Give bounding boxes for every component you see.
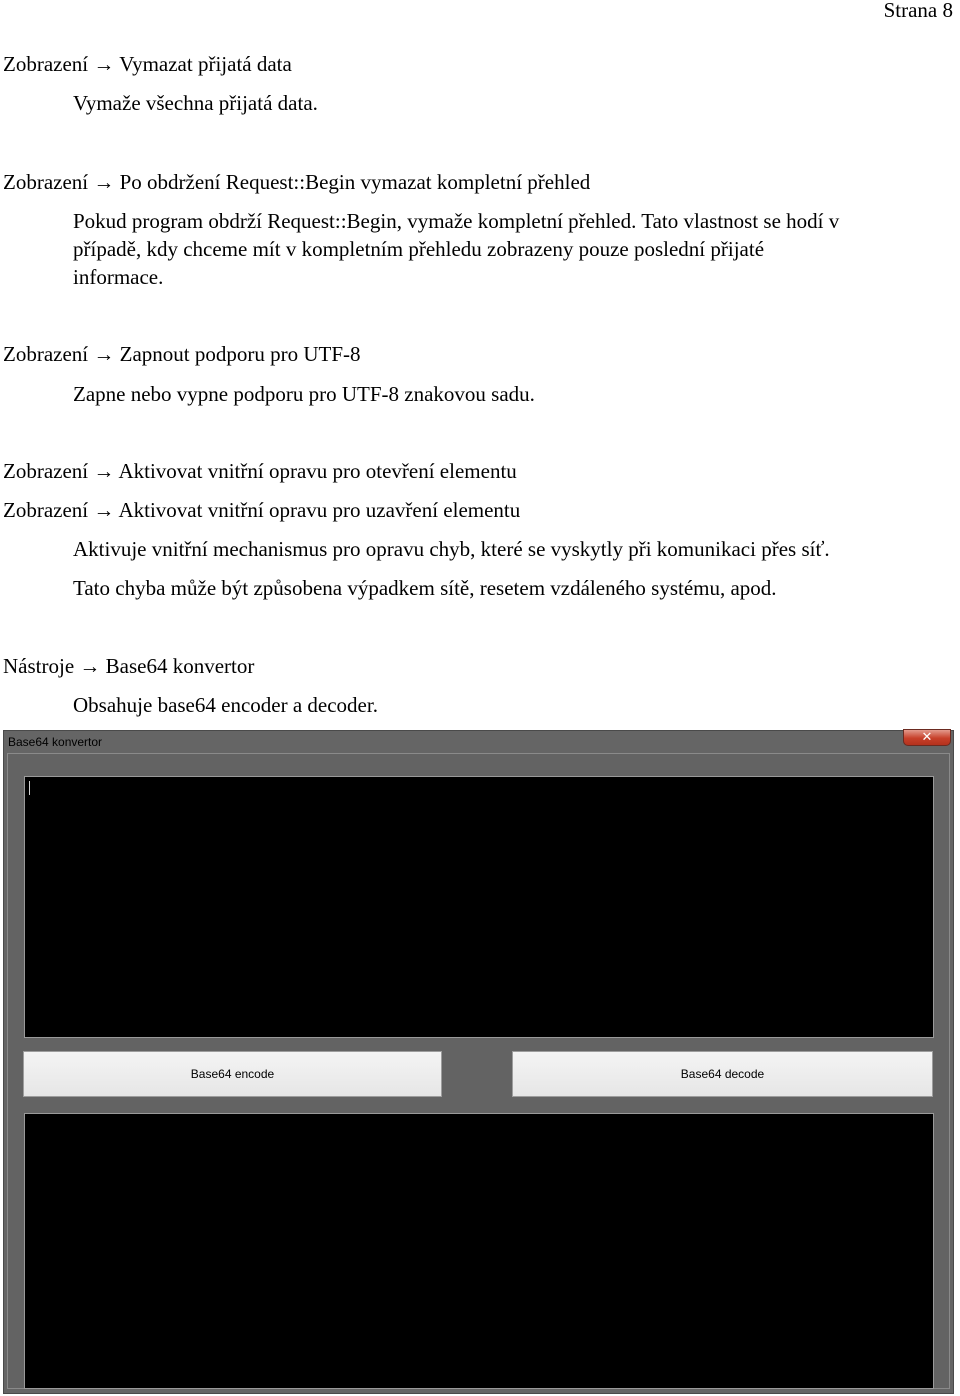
section-desc-utf8: Zapne nebo vypne podporu pro UTF-8 znakovou sadu. bbox=[73, 382, 535, 406]
section-heading-utf8: Zobrazení → Zapnout podporu pro UTF-8 bbox=[3, 342, 361, 366]
section-desc-request-begin-line2: případě, kdy chceme mít v kompletním přehledu zobrazeny pouze poslední přijaté bbox=[73, 237, 765, 261]
section-heading-open-fix: Zobrazení → Aktivovat vnitřní opravu pro otevření elementu bbox=[3, 459, 517, 483]
section-heading-base64: Nástroje → Base64 konvertor bbox=[3, 654, 255, 678]
text-caret bbox=[29, 781, 30, 795]
base64-converter-window bbox=[3, 730, 954, 1394]
section-desc-fix-line1: Aktivuje vnitřní mechanismus pro opravu chyb, které se vyskytly při komunikaci přes síť. bbox=[73, 537, 830, 561]
section-heading-clear-data: Zobrazení → Vymazat přijatá data bbox=[3, 52, 292, 76]
section-desc-fix-line2: Tato chyba může být způsobena výpadkem sítě, resetem vzdáleného systému, apod. bbox=[73, 576, 777, 600]
close-button[interactable] bbox=[903, 729, 951, 746]
section-desc-base64: Obsahuje base64 encoder a decoder. bbox=[73, 693, 378, 717]
section-desc-clear-data: Vymaže všechna přijatá data. bbox=[73, 91, 318, 115]
page-number: Strana 8 bbox=[883, 0, 953, 22]
base64-encode-button[interactable]: Base64 encode bbox=[23, 1051, 442, 1097]
base64-decode-button[interactable]: Base64 decode bbox=[512, 1051, 933, 1097]
window-title: Base64 konvertor bbox=[8, 735, 103, 749]
input-textarea[interactable] bbox=[24, 776, 934, 1038]
section-desc-request-begin-line1: Pokud program obdrží Request::Begin, vymaže kompletní přehled. Tato vlastnost se hodí v bbox=[73, 209, 840, 233]
output-textarea[interactable] bbox=[24, 1113, 934, 1389]
section-heading-close-fix: Zobrazení → Aktivovat vnitřní opravu pro uzavření elementu bbox=[3, 498, 521, 522]
section-heading-request-begin: Zobrazení → Po obdržení Request::Begin vymazat kompletní přehled bbox=[3, 170, 591, 194]
close-icon: ✕ bbox=[921, 730, 933, 745]
section-desc-request-begin-line3: informace. bbox=[73, 265, 164, 289]
